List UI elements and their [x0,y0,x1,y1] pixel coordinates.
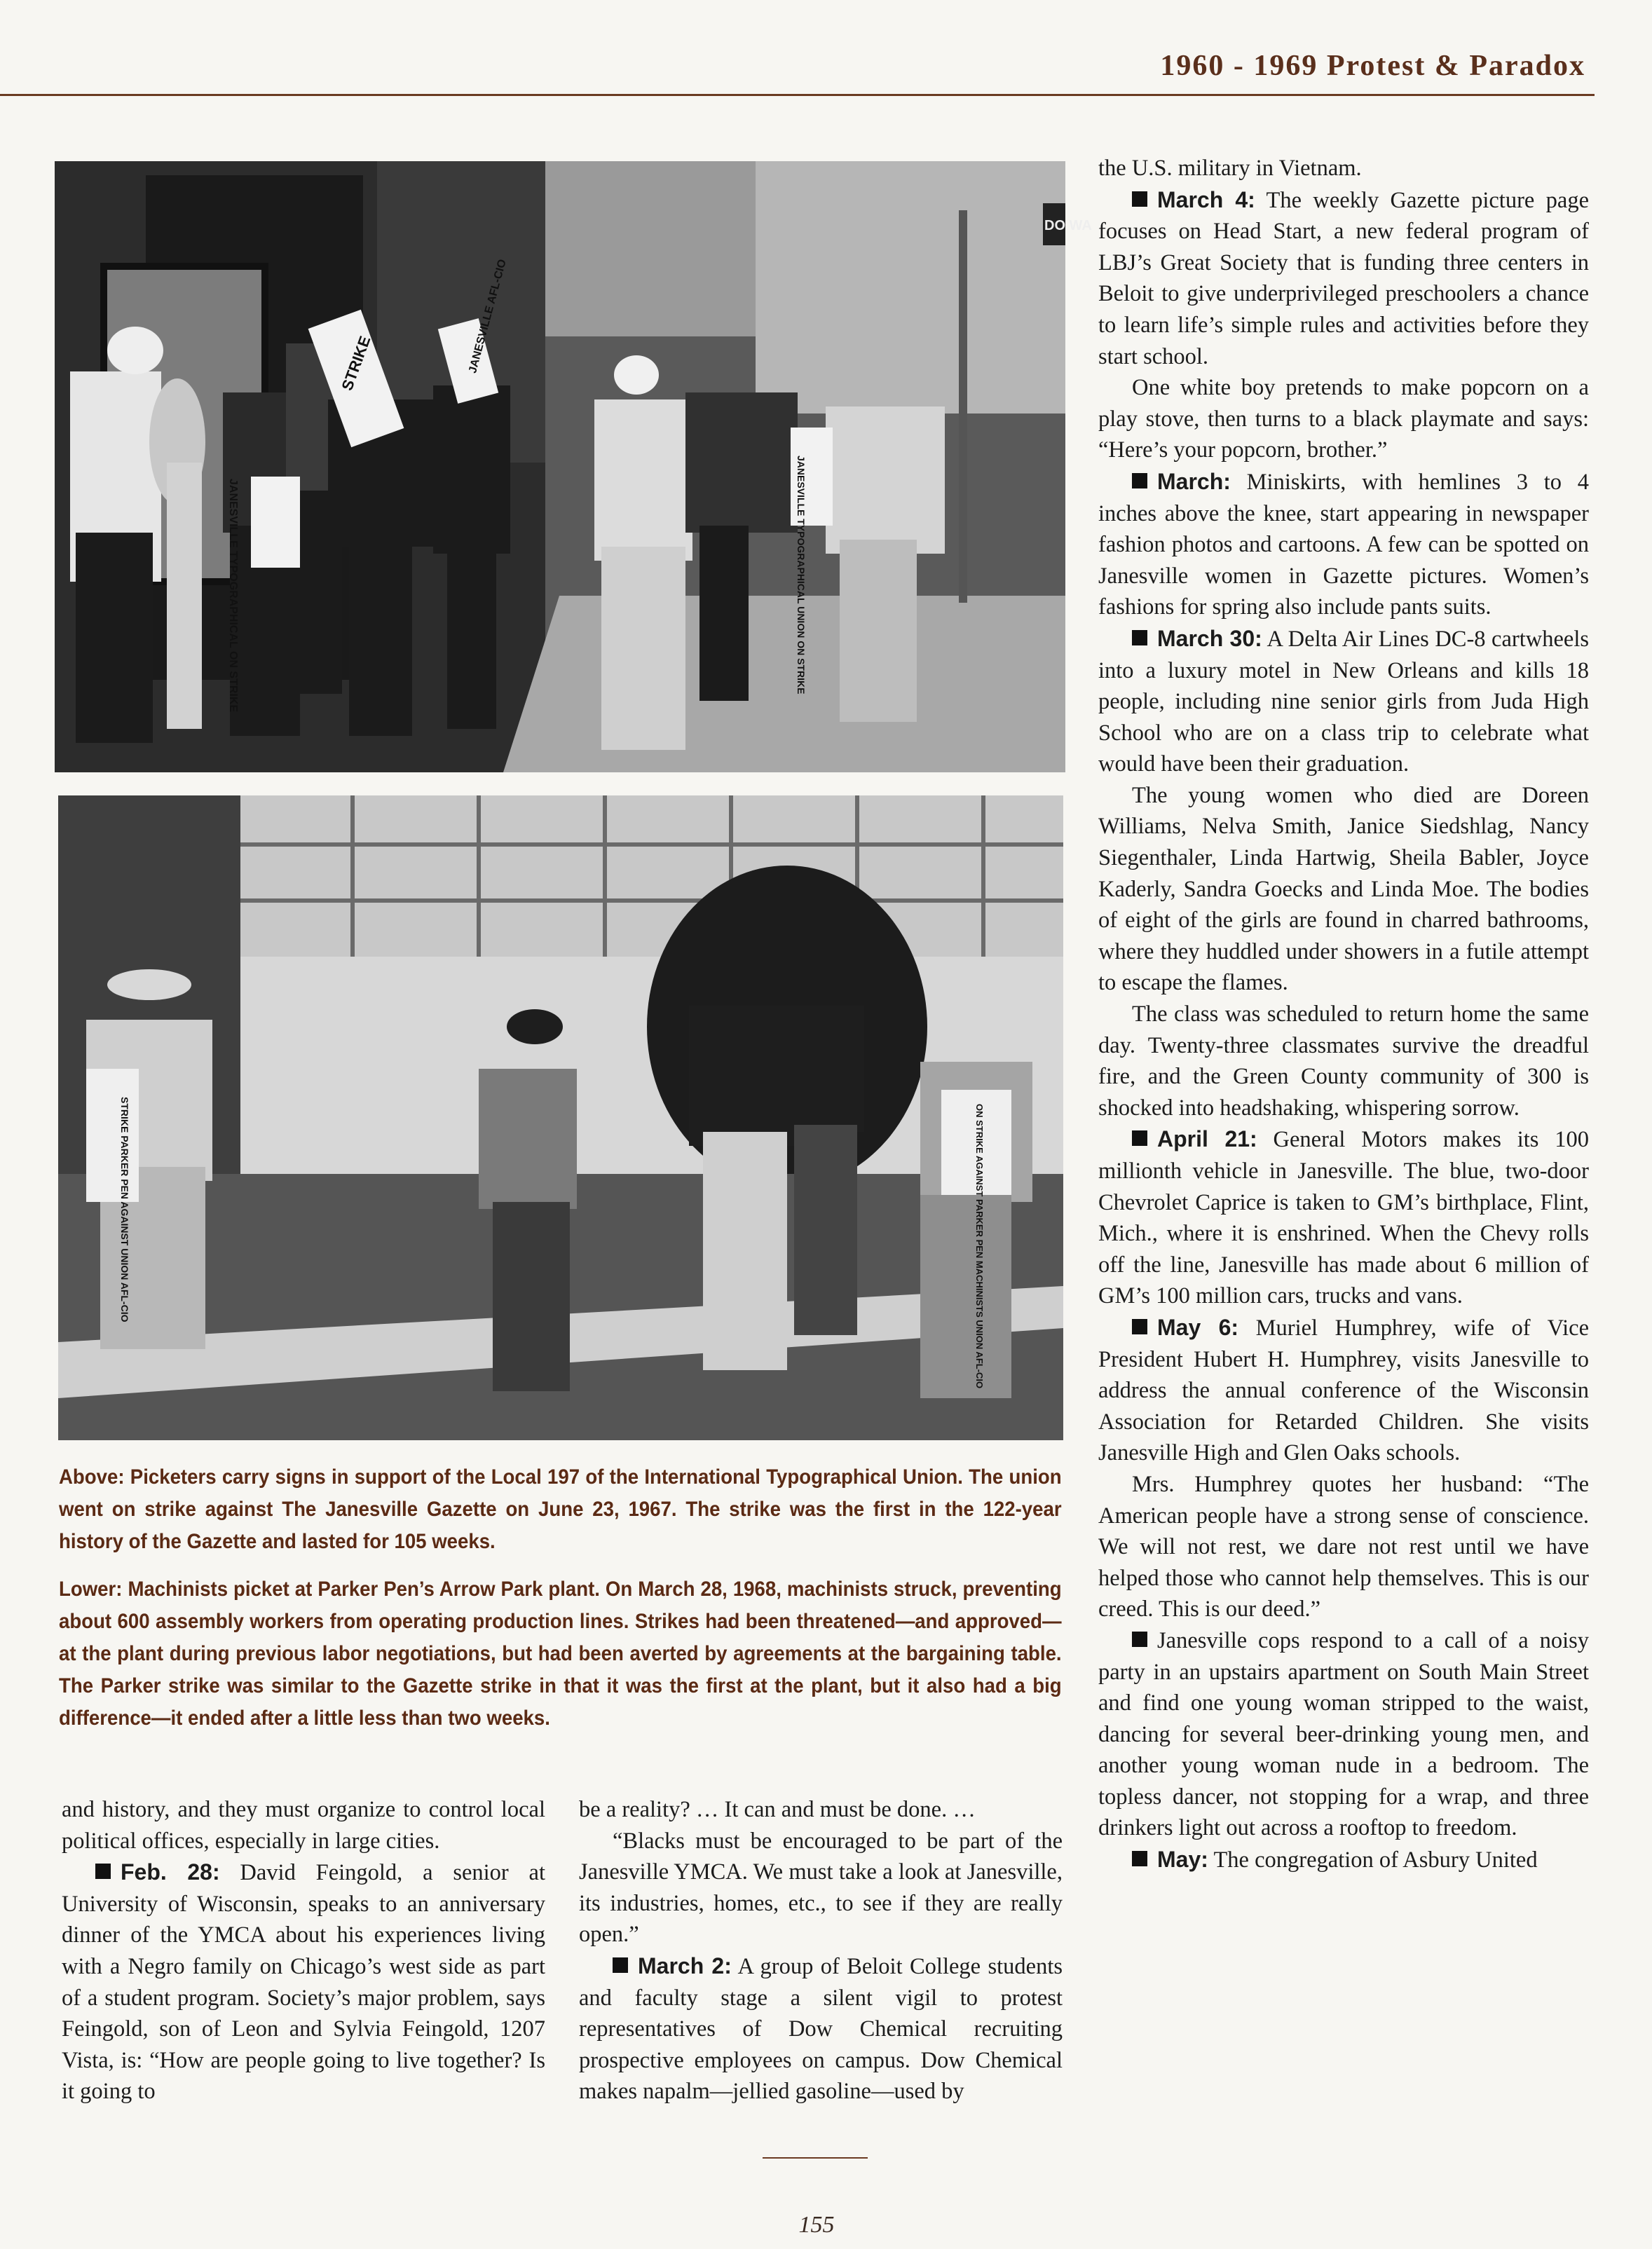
text-column-1 [62,1794,545,2107]
entry-text: A group of Beloit College students and faculty stage a silent vigil to protest representatives of Dow Chemical recruiting prospective employees on campus. Dow Chemical makes napalm—jellied gasoline—used by [579,1953,1063,2105]
photo-sign-2-text: STRIKE [338,334,374,393]
entry-text: A Delta Air Lines DC-8 cartwheels into a luxury motel in New Orleans and kills 18 people, including nine senior girls from Juda High School who are on a class trip to celebrate what would have been their graduation. [1098,626,1589,777]
entry-feb-28 [62,1857,545,2107]
photo-parker-pen-picketers-image [58,795,1063,1440]
entry-date: March 2: [638,1953,732,1978]
bullet-square-icon [1132,630,1147,645]
entry-march-4 [1098,184,1589,373]
photo-gazette-picketers [55,161,1092,772]
photo-sign-6-text: ON STRIKE AGAINST PARKER PEN MACHINISTS UNION AFL-CIO [974,1104,985,1389]
text-column-3 [1098,153,1589,1876]
entry-text: Muriel Humphrey, wife of Vice President Hubert H. Humphrey, visits Janesville to address the annual conference of the Wisconsin Association for Retarded Children. She visits Janesville High and Glen Oaks schools. [1098,1315,1590,1466]
entry-text: David Feingold, a senior at University of Wisconsin, speaks to an anniversary dinner of the YMCA about his experiences living with a Negro family on Chicago’s west side as part of a student program. Society’s major problem, says Feingold, son of Leon and Sylvia Feingold, 1207 Vista, is: “How are people going to live together? Is it going to [62,1860,545,2105]
paragraph: One white boy pretends to make popcorn on a play stove, then turns to a black playmate and says: “Here’s your popcorn, brother.” [1098,375,1589,463]
page-number: 155 [798,2212,835,2238]
entry-date: March 30: [1157,625,1262,651]
entry-cops [1098,1625,1589,1844]
photo-sign-3-text: JANESVILLE AFL-CIO [467,258,509,375]
entry-march [1098,466,1589,623]
entry-text: Janesville cops respond to a call of a noisy party in an upstairs apartment on South Main Street and find one young woman stripped to the waist, dancing for several beer-drinking young men, and another young woman nude in a bedroom. The topless dancer, not stopping for a wrap, and three drinkers light out across a rooftop to freedom. [1098,1627,1589,1841]
bullet-square-icon [613,1957,628,1973]
entry-date: April 21: [1157,1126,1257,1152]
paragraph: and history, and they must organize to control local political offices, especially in large cities. [62,1797,545,1854]
caption-lower: Lower: Machinists picket at Parker Pen’s Arrow Park plant. On March 28, 1968, machinists struck, preventing about 600 assembly workers from operating production lines. Strikes had been threatened—and approved—at the plant during previous labor negotiations, but had been averted by agreements at the bargaining table. The Parker strike was similar to the Gazette strike in that it was the first at the plant, but it also had a big difference—it ended after a little less than two weeks. [59,1578,1062,1730]
paragraph: The young women who died are Doreen Williams, Nelva Smith, Janice Siedshlag, Nancy Siegenthaler, Linda Hartwig, Sheila Babler, Joyce Kaderly, Sandra Goecks and Linda Moe. The bodies of eight of the girls are found in charred bathrooms, where they huddled under showers in a futile attempt to escape the flames. [1098,782,1589,996]
paragraph: The class was scheduled to return home the same day. Twenty-three classmates survive the dreadful fire, and the Green County community of 300 is shocked into headshaking, whispering sorrow. [1098,1002,1589,1121]
text-column-2 [579,1794,1063,2107]
corner-sign-text: DO WA [1044,218,1092,233]
photo-sign-5-text: STRIKE PARKER PEN AGAINST UNION AFL-CIO [119,1097,130,1322]
bullet-square-icon [1132,191,1147,207]
photo-sign-4-text: JANESVILLE TYPOGRAPHICAL UNION ON STRIKE [796,456,807,695]
header-rule [0,94,1595,96]
paragraph: be a reality? … It can and must be done. … [579,1797,976,1822]
paragraph: the U.S. military in Vietnam. [1098,156,1362,181]
entry-may [1098,1844,1589,1876]
paragraph: Mrs. Humphrey quotes her husband: “The American people have a strong sense of conscience. We will not rest, we dare not rest until we have helped those who cannot help themselves. This is our creed. This is our deed.” [1098,1471,1589,1622]
entry-march-2 [579,1950,1063,2107]
bullet-square-icon [1132,1130,1147,1146]
entry-date: Feb. 28: [121,1859,220,1885]
bullet-square-icon [1132,1632,1147,1647]
photo-sign-1-text: JANESVILLE TYPOGRAPHICAL ON STRIKE [227,479,239,713]
bullet-square-icon [1132,1851,1147,1866]
bullet-square-icon [1132,1319,1147,1334]
entry-date: May: [1157,1847,1208,1873]
bullet-square-icon [1132,473,1147,488]
running-header: 1960 - 1969 Protest & Paradox [1160,50,1585,82]
entry-text: Miniskirts, with hemlines 3 to 4 inches above the knee, start appearing in newspaper fashion photos and cartoons. A few can be spotted on Janesville women in Gazette pictures. Women’s fashions for spring also include pants suits. [1098,469,1590,620]
footer-rule [763,2157,868,2159]
caption-above: Above: Picketers carry signs in support of the Local 197 of the International Typographical Union. The union went on strike against The Janesville Gazette on June 23, 1967. The strike was the first in the 122-year history of the Gazette and lasted for 105 weeks. [59,1465,1062,1553]
entry-april-21 [1098,1123,1589,1312]
entry-text: General Motors makes its 100 millionth vehicle in Janesville. The blue, two-door Chevrolet Caprice is taken to GM’s birthplace, Flint, Mich., where it is enshrined. When the Chevy rolls off the line, Janesville has made about 6 million of GM’s 100 million cars, trucks and vans. [1098,1127,1590,1309]
entry-date: May 6: [1157,1314,1239,1340]
entry-text: The weekly Gazette picture page focuses on Head Start, a new federal program of LBJ’s Great Society that is funding three centers in Beloit to give underprivileged preschoolers a chance to learn life’s simple rules and activities before they start school. [1098,187,1589,369]
entry-date: March 4: [1157,186,1255,212]
entry-may-6 [1098,1312,1589,1469]
entry-date: March: [1157,468,1231,494]
photo-parker-pen-picketers [58,795,1063,1440]
entry-march-30 [1098,623,1589,780]
entry-text: The congregation of Asbury United [1213,1847,1538,1873]
photo-gazette-picketers-image [55,161,1092,772]
bullet-square-icon [95,1864,111,1879]
paragraph: “Blacks must be encouraged to be part of the Janesville YMCA. We must take a look at Janesville, its industries, homes, etc., to see if they are really open.” [579,1828,1063,1948]
